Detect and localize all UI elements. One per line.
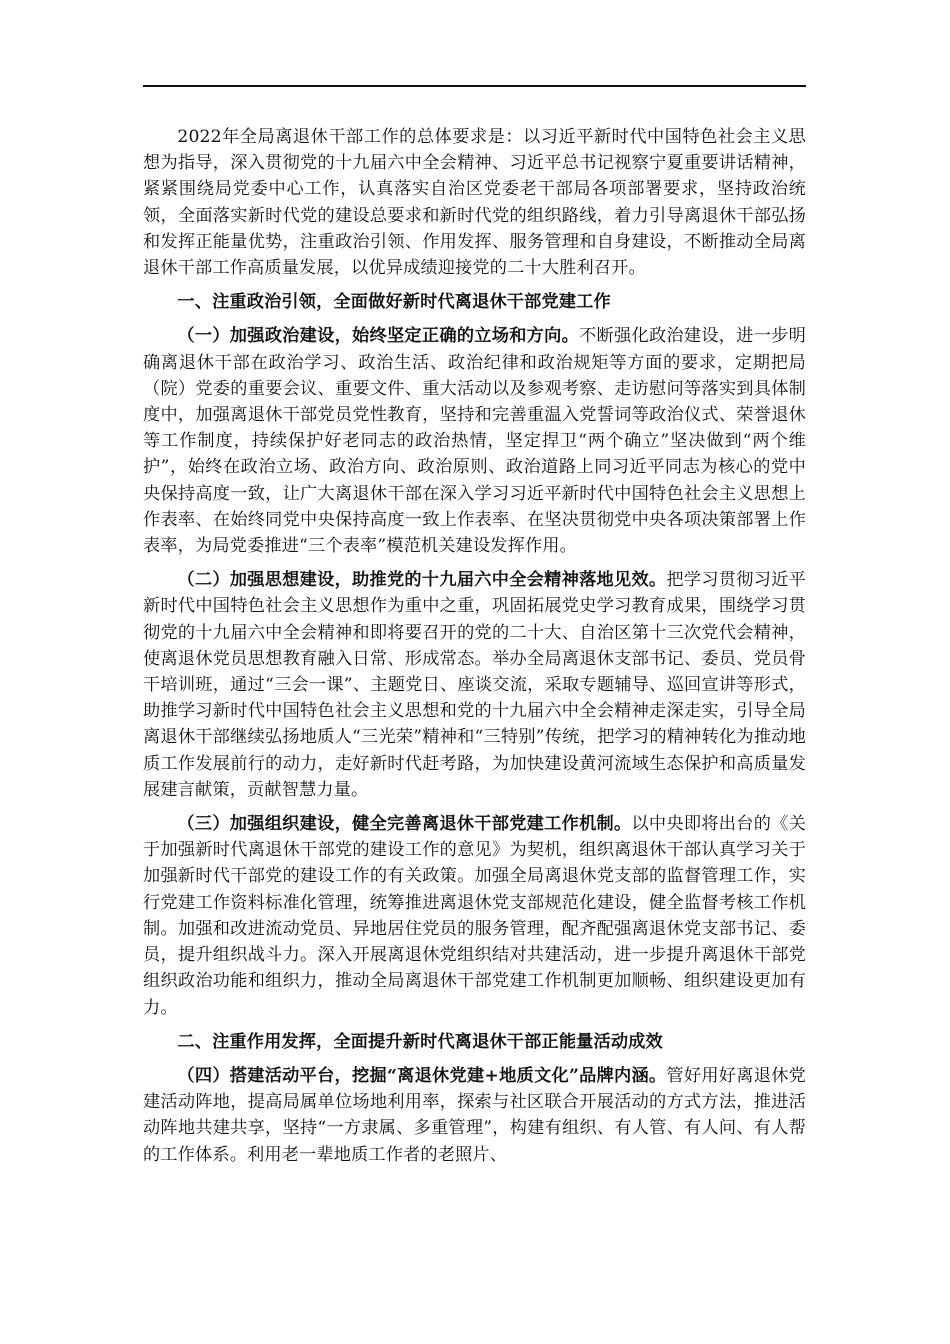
item-lead: （一）加强政治建设，始终坚定正确的立场和方向。 [177,326,580,347]
item-body: 把学习贯彻习近平新时代中国特色社会主义思想作为重中之重，巩固拓展党史学习教育成果，围绕学习贯彻党的十九届六中全会精神和即将要召开的党的二十大、自治区第十三次党代会精神，使离退休党员思想教育融入日常、形成常态。举办全局离退休支部书记、委员、党员骨干培训班，通过“三会一课”、主题党日、座谈交流，采取专题辅导、巡回宣讲等形式，助推学习新时代中国特色社会主义思想和党的十九届六中全会精神走深走实，引导全局离退休干部继续弘扬地质人“三光荣”精神和“三特别”传统，把学习的精神转化为推动地质工作发展前行的动力，走好新时代赶考路，为加快建设黄河流域生态保护和高质量发展建言献策，贡献智慧力量。 [143,570,806,800]
item-body: 管好用好离退休党建活动阵地，提高局属单位场地利用率，探索与社区联合开展活动的方式方法，推进活动阵地共建共享，坚持“一方隶属、多重管理”，构建有组织、有人管、有人问、有人帮的工作体系。利用老一辈地质工作者的老照片、 [143,1065,806,1165]
header-rule [143,85,806,87]
intro-paragraph: 2022年全局离退休干部工作的总体要求是：以习近平新时代中国特色社会主义思想为指导，深入贯彻党的十九届六中全会精神、习近平总书记视察宁夏重要讲话精神，紧紧围绕局党委中心工作，认真落实自治区党委老干部局各项部署要求，坚持政治统领，全面落实新时代党的建设总要求和新时代党的组织路线，着力引导离退休干部弘扬和发挥正能量优势，注重政治引领、作用发挥、服务管理和自身建设，不断推动全局离退休干部工作高质量发展，以优异成绩迎接党的二十大胜利召开。 [143,127,806,279]
section-heading-2: 二、注重作用发挥，全面提升新时代离退休干部正能量活动成效 [177,1031,663,1052]
section-heading-1: 一、注重政治引领，全面做好新时代离退休干部党建工作 [177,292,611,313]
item-lead: （四）搭建活动平台，挖掘“离退休党建+地质文化”品牌内涵。 [177,1065,667,1086]
section-1-item-2 [143,567,806,803]
item-body: 以中央即将出台的《关于加强新时代离退休干部党的建设工作的意见》为契机，组织离退休干部认真学习关于加强新时代干部党的建设工作的有关政策。加强全局离退休党支部的监督管理工作，实行党建工作资料标准化管理，统筹推进离退休党支部规范化建设，健全监督考核工作机制。加强和改进流动党员、异地居住党员的服务管理，配齐配强离退休党支部书记、委员，提升组织战斗力。深入开展离退休党组织结对共建活动，进一步提升离退休干部党组织政治功能和组织力，推动全局离退休干部党建工作机制更加顺畅、组织建设更加有力。 [143,814,806,1018]
section-1-item-1 [143,323,806,559]
item-body: 不断强化政治建设，进一步明确离退休干部在政治学习、政治生活、政治纪律和政治规矩等方面的要求，定期把局（院）党委的重要会议、重要文件、重大活动以及参观考察、走访慰问等落实到具体制度中，加强离退休干部党员党性教育，坚持和完善重温入党誓词等政治仪式、荣誉退休等工作制度，持续保护好老同志的政治热情，坚定捍卫“两个确立”坚决做到“两个维护”，始终在政治立场、政治方向、政治原则、政治道路上同习近平同志为核心的党中央保持高度一致，让广大离退休干部在深入学习习近平新时代中国特色社会主义思想上作表率、在始终同党中央保持高度一致上作表率、在坚决贯彻党中央各项决策部署上作表率，为局党委推进“三个表率”模范机关建设发挥作用。 [143,326,807,557]
section-2-item-1 [143,1063,806,1168]
item-lead: （二）加强思想建设，助推党的十九届六中全会精神落地见效。 [177,570,667,591]
item-lead: （三）加强组织建设，健全完善离退休干部党建工作机制。 [177,814,632,835]
document-body [143,124,806,1168]
section-1-item-3 [143,811,806,1021]
